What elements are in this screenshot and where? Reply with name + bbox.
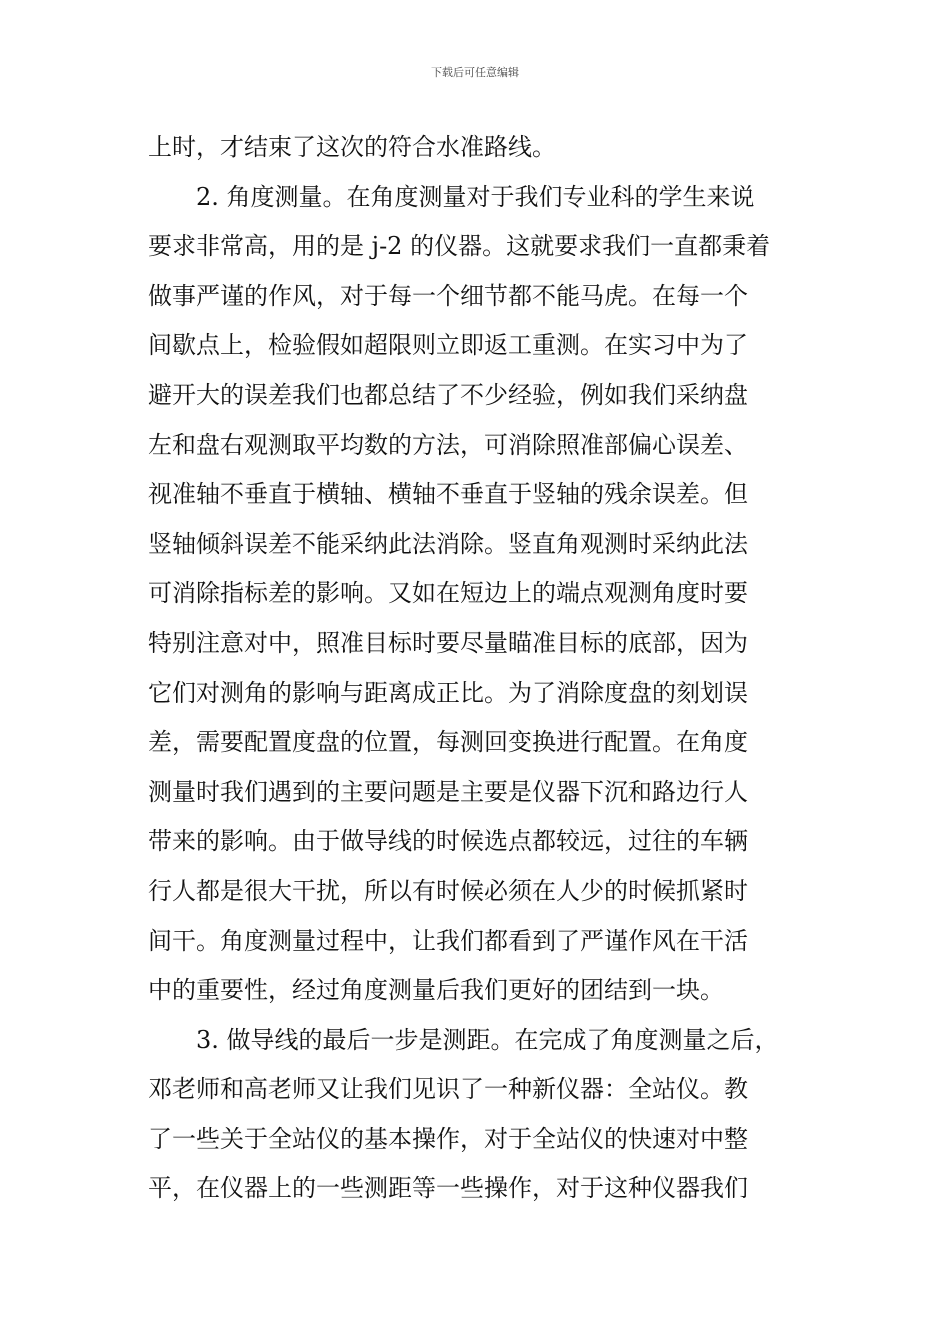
text-line: 它们对测角的影响与距离成正比。为了消除度盘的刻划误 (148, 678, 748, 707)
text-line: 特别注意对中，照准目标时要尽量瞄准目标的底部，因为 (148, 628, 748, 657)
text-line: 竖轴倾斜误差不能采纳此法消除。竖直角观测时采纳此法 (148, 529, 748, 558)
text-line: 行人都是很大干扰，所以有时候必须在人少的时候抓紧时 (148, 876, 748, 905)
text-line: 测量时我们遇到的主要问题是主要是仪器下沉和路边行人 (148, 777, 748, 806)
text-line: 了一些关于全站仪的基本操作，对于全站仪的快速对中整 (148, 1124, 748, 1153)
text-line: 上时，才结束了这次的符合水准路线。 (148, 133, 556, 161)
text-line: 带来的影响。由于做导线的时候选点都较远，过往的车辆 (148, 827, 748, 856)
text-line: 2. 角度测量。在角度测量对于我们专业科的学生来说 (196, 182, 755, 211)
text-line: 可消除指标差的影响。又如在短边上的端点观测角度时要 (148, 579, 748, 608)
text-line: 避开大的误差我们也都总结了不少经验，例如我们采纳盘 (148, 380, 748, 409)
text-line: 左和盘右观测取平均数的方法，可消除照准部偏心误差、 (148, 430, 748, 459)
text-line: 差，需要配置度盘的位置，每测回变换进行配置。在角度 (148, 728, 748, 757)
text-line: 邓老师和高老师又让我们见识了一种新仪器：全站仪。教 (148, 1075, 748, 1104)
document-body (148, 123, 820, 1214)
text-line: 做事严谨的作风，对于每一个细节都不能马虎。在每一个 (148, 281, 748, 310)
text-line: 间干。角度测量过程中，让我们都看到了严谨作风在干活 (148, 926, 748, 955)
text-line: 视准轴不垂直于横轴、横轴不垂直于竖轴的残余误差。但 (148, 480, 748, 509)
text-line: 平，在仪器上的一些测距等一些操作，对于这种仪器我们 (148, 1174, 748, 1203)
text-line: 中的重要性，经过角度测量后我们更好的团结到一块。 (148, 976, 724, 1005)
text-line: 间歇点上，检验假如超限则立即返工重测。在实习中为了 (148, 331, 748, 360)
page-header: 下载后可任意编辑 (431, 66, 519, 79)
text-line: 3. 做导线的最后一步是测距。在完成了角度测量之后， (196, 1025, 779, 1054)
text-line: 要求非常高，用的是 j-2 的仪器。这就要求我们一直都秉着 (148, 232, 771, 261)
